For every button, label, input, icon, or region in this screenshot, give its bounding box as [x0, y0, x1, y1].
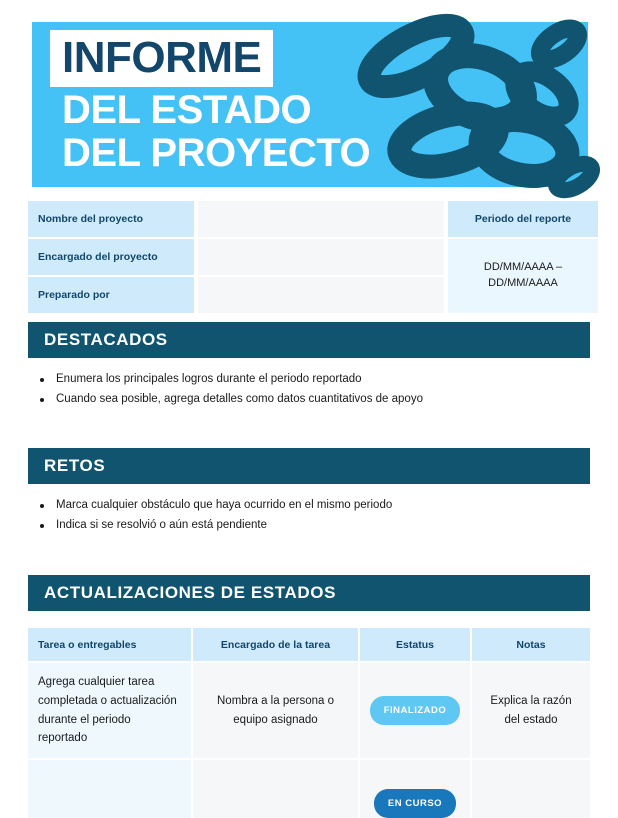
header-banner — [32, 22, 588, 187]
cell-status[interactable] — [360, 661, 472, 758]
info-value-periodo-del-reporte[interactable]: DD/MM/AAAA – DD/MM/AAAA — [448, 239, 598, 313]
cell-owner[interactable]: Nombra a la persona o equipo asignado — [193, 661, 360, 758]
title-line-informe: INFORME — [50, 30, 273, 87]
section-title-retos: RETOS — [44, 456, 106, 475]
column-header-notas: Notas — [472, 628, 590, 661]
cell-task[interactable] — [28, 758, 193, 818]
info-value-encargado-del-proyecto[interactable] — [198, 239, 444, 275]
list-item: Indica si se resolvió o aún está pendiente — [38, 516, 578, 536]
section-header-actualizaciones-de-estados — [28, 575, 590, 611]
title-line-del-proyecto: DEL PROYECTO — [62, 131, 371, 176]
info-label-nombre-del-proyecto: Nombre del proyecto — [28, 201, 194, 237]
info-value-nombre-del-proyecto[interactable] — [198, 201, 444, 237]
cell-task[interactable]: Agrega cualquier tarea completada o actualización durante el periodo reportado — [28, 661, 193, 758]
list-item: Enumera los principales logros durante el periodo reportado — [38, 370, 578, 390]
info-label-encargado-del-proyecto: Encargado del proyecto — [28, 239, 194, 275]
cell-owner[interactable] — [193, 758, 360, 818]
info-value-preparado-por[interactable] — [198, 277, 444, 313]
column-header-estatus: Estatus — [360, 628, 472, 661]
destacados-bullet-list — [38, 370, 578, 410]
cell-notes[interactable]: Explica la razón del estado — [472, 661, 590, 758]
cell-status[interactable] — [360, 758, 472, 818]
status-updates-table — [28, 628, 590, 818]
title-line-del-estado: DEL ESTADO — [62, 88, 312, 132]
status-badge[interactable]: FINALIZADO — [370, 696, 461, 725]
list-item: Marca cualquier obstáculo que haya ocurrido en el mismo periodo — [38, 496, 578, 516]
retos-bullet-list — [38, 496, 578, 536]
list-item: Cuando sea posible, agrega detalles como datos cuantitativos de apoyo — [38, 390, 578, 410]
page-title — [50, 30, 370, 175]
cell-notes[interactable] — [472, 758, 590, 818]
section-title-actualizaciones: ACTUALIZACIONES DE ESTADOS — [44, 583, 337, 602]
section-header-retos — [28, 448, 590, 484]
section-header-destacados — [28, 322, 590, 358]
status-badge[interactable]: EN CURSO — [374, 789, 456, 818]
project-info-table — [28, 201, 590, 313]
info-label-preparado-por: Preparado por — [28, 277, 194, 313]
section-title-destacados: DESTACADOS — [44, 330, 168, 349]
column-header-encargado-de-la-tarea: Encargado de la tarea — [193, 628, 360, 661]
column-header-tarea-o-entregables: Tarea o entregables — [28, 628, 193, 661]
info-label-periodo-del-reporte: Periodo del reporte — [448, 201, 598, 237]
